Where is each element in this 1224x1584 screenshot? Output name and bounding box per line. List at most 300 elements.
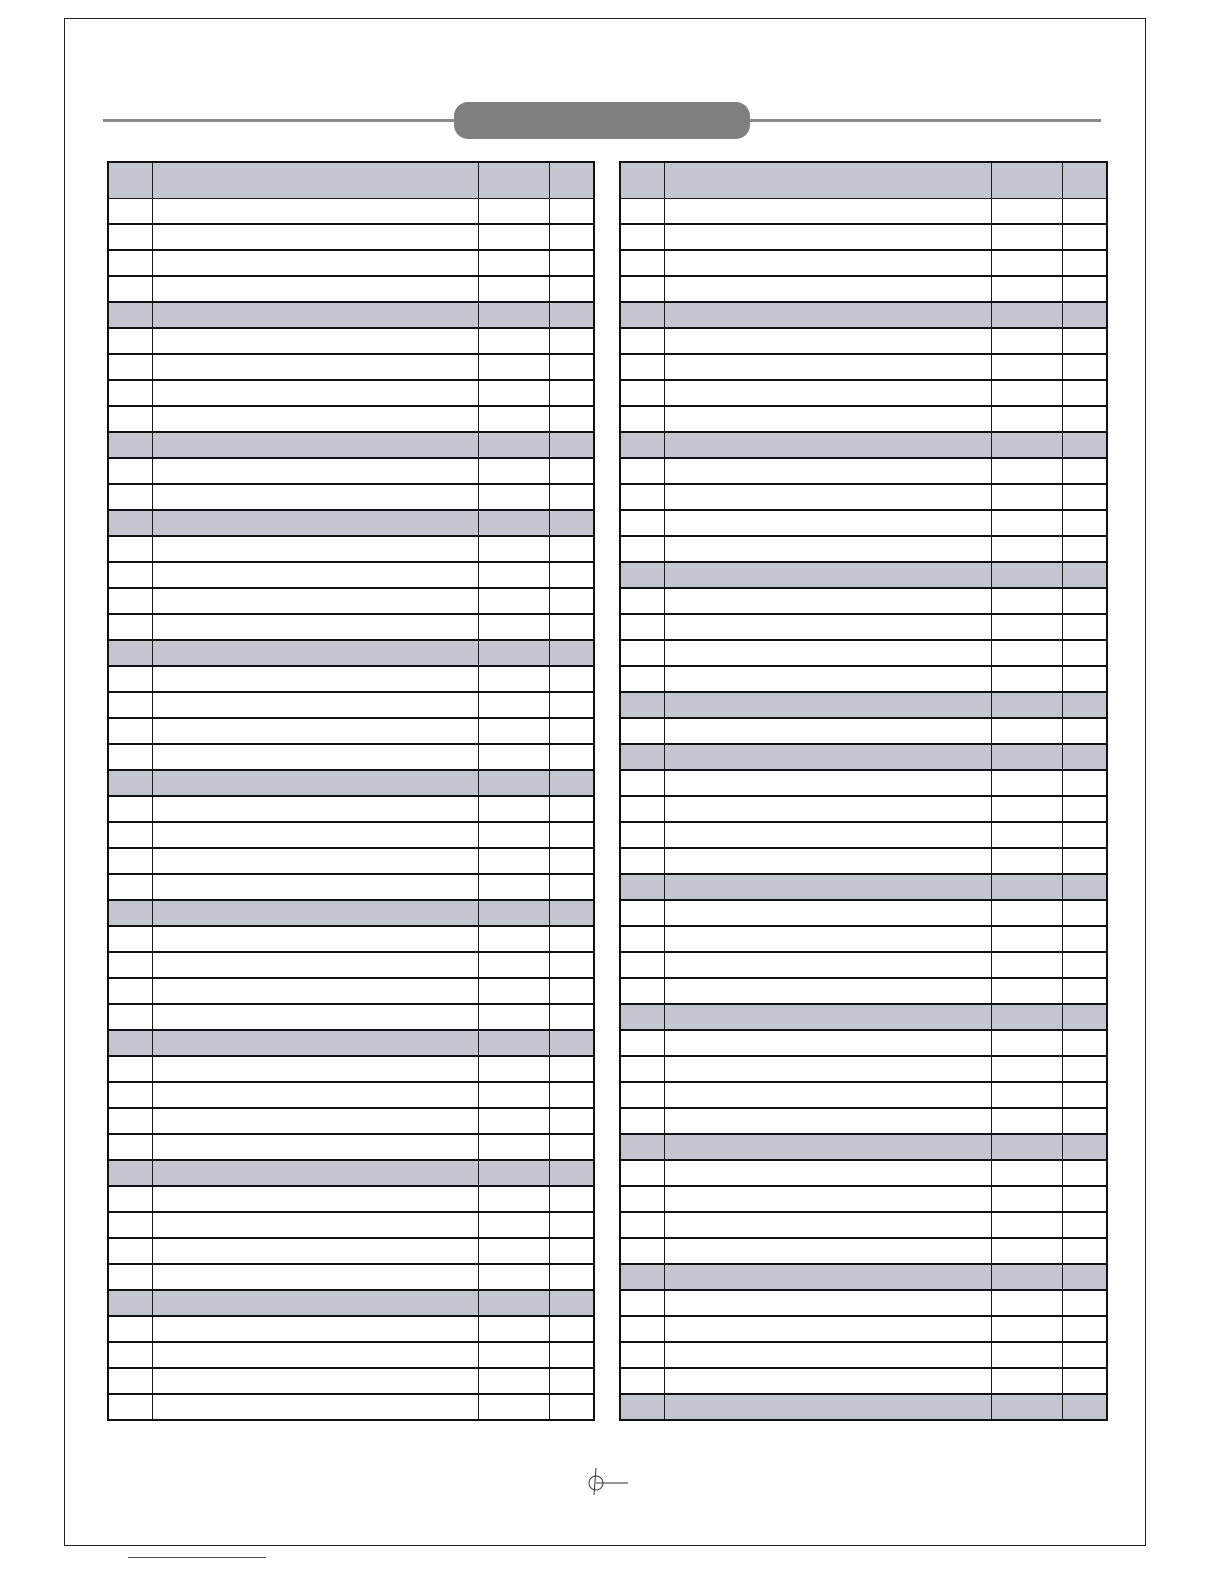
table-cell <box>478 1056 549 1082</box>
table-cell <box>478 1368 549 1394</box>
table-row <box>620 1316 1107 1342</box>
table-cell <box>478 926 549 952</box>
table-row <box>620 1368 1107 1394</box>
table-cell <box>478 978 549 1004</box>
section-header-row <box>108 640 594 666</box>
left-table <box>107 161 595 1421</box>
column-header-cell <box>1062 162 1107 198</box>
table-cell <box>620 1238 664 1264</box>
table-cell <box>549 770 594 796</box>
table-cell <box>991 1082 1062 1108</box>
table-cell <box>152 718 478 744</box>
table-cell <box>152 588 478 614</box>
table-cell <box>664 614 991 640</box>
table-cell <box>664 796 991 822</box>
table-cell <box>1062 952 1107 978</box>
table-cell <box>620 432 664 458</box>
table-cell <box>991 666 1062 692</box>
table-cell <box>620 1316 664 1342</box>
table-cell <box>108 562 152 588</box>
table-cell <box>620 848 664 874</box>
table-cell <box>549 796 594 822</box>
table-cell <box>108 250 152 276</box>
table-cell <box>664 1134 991 1160</box>
table-cell <box>152 952 478 978</box>
table-row <box>108 380 594 406</box>
table-cell <box>620 198 664 224</box>
table-row <box>620 978 1107 1004</box>
table-cell <box>152 276 478 302</box>
table-cell <box>152 432 478 458</box>
table-cell <box>549 1394 594 1420</box>
table-cell <box>1062 1238 1107 1264</box>
table-cell <box>152 1108 478 1134</box>
table-cell <box>152 1160 478 1186</box>
table-cell <box>991 692 1062 718</box>
table-cell <box>620 1160 664 1186</box>
table-cell <box>991 796 1062 822</box>
table-cell <box>108 354 152 380</box>
table-cell <box>108 1134 152 1160</box>
table-cell <box>549 458 594 484</box>
table-row <box>108 406 594 432</box>
table-cell <box>620 1056 664 1082</box>
column-header-cell <box>991 162 1062 198</box>
table-cell <box>478 1238 549 1264</box>
table-cell <box>664 1082 991 1108</box>
table-row <box>108 1186 594 1212</box>
table-row <box>620 354 1107 380</box>
table-cell <box>478 1108 549 1134</box>
table-cell <box>664 1316 991 1342</box>
table-row <box>108 796 594 822</box>
table-cell <box>1062 276 1107 302</box>
table-row <box>108 744 594 770</box>
table-cell <box>664 1342 991 1368</box>
table-cell <box>1062 198 1107 224</box>
table-row <box>620 718 1107 744</box>
section-header-row <box>620 562 1107 588</box>
table-cell <box>152 926 478 952</box>
table-cell <box>152 614 478 640</box>
table-cell <box>991 302 1062 328</box>
table-row <box>108 536 594 562</box>
table-cell <box>664 1212 991 1238</box>
table-cell <box>620 562 664 588</box>
table-cell <box>1062 926 1107 952</box>
table-cell <box>1062 458 1107 484</box>
table-cell <box>620 900 664 926</box>
table-cell <box>664 900 991 926</box>
table-cell <box>108 1342 152 1368</box>
table-cell <box>1062 874 1107 900</box>
page-mark-icon <box>582 1466 630 1496</box>
table-row <box>620 1082 1107 1108</box>
table-cell <box>108 1186 152 1212</box>
table-cell <box>664 1160 991 1186</box>
table-cell <box>991 1160 1062 1186</box>
table-row <box>108 588 594 614</box>
table-cell <box>549 1160 594 1186</box>
table-row <box>108 926 594 952</box>
table-cell <box>478 1004 549 1030</box>
table-cell <box>664 926 991 952</box>
table-cell <box>991 588 1062 614</box>
section-header-row <box>108 302 594 328</box>
section-title-pill <box>454 102 750 139</box>
table-row <box>620 406 1107 432</box>
table-cell <box>478 1160 549 1186</box>
table-cell <box>108 1368 152 1394</box>
table-cell <box>108 588 152 614</box>
table-cell <box>549 1004 594 1030</box>
table-cell <box>108 1160 152 1186</box>
table-cell <box>664 1004 991 1030</box>
table-cell <box>108 328 152 354</box>
table-cell <box>152 354 478 380</box>
table-row <box>620 198 1107 224</box>
table-cell <box>549 484 594 510</box>
section-header-row <box>620 692 1107 718</box>
table-cell <box>549 1316 594 1342</box>
table-cell <box>620 1082 664 1108</box>
table-cell <box>108 900 152 926</box>
table-cell <box>620 1368 664 1394</box>
table-cell <box>664 224 991 250</box>
table-cell <box>664 874 991 900</box>
table-cell <box>549 666 594 692</box>
table-row <box>108 198 594 224</box>
table-cell <box>108 1004 152 1030</box>
section-header-row <box>620 1004 1107 1030</box>
table-cell <box>108 822 152 848</box>
table-row <box>108 952 594 978</box>
table-row <box>620 770 1107 796</box>
table-cell <box>620 1290 664 1316</box>
table-cell <box>549 1030 594 1056</box>
table-cell <box>991 848 1062 874</box>
table-row <box>620 510 1107 536</box>
table-row <box>108 666 594 692</box>
table-cell <box>108 380 152 406</box>
table-cell <box>152 380 478 406</box>
table-row <box>620 848 1107 874</box>
table-cell <box>152 822 478 848</box>
table-cell <box>620 1394 664 1420</box>
table-cell <box>478 1316 549 1342</box>
table-cell <box>152 224 478 250</box>
table-cell <box>991 1368 1062 1394</box>
table-cell <box>108 536 152 562</box>
table-cell <box>991 1238 1062 1264</box>
table-cell <box>152 536 478 562</box>
table-cell <box>1062 822 1107 848</box>
column-header-cell <box>108 162 152 198</box>
table-cell <box>664 432 991 458</box>
table-cell <box>549 692 594 718</box>
table-cell <box>108 510 152 536</box>
table-cell <box>549 1264 594 1290</box>
table-row <box>108 1316 594 1342</box>
table-cell <box>478 510 549 536</box>
table-cell <box>620 978 664 1004</box>
table-cell <box>620 1212 664 1238</box>
table-cell <box>108 926 152 952</box>
right-table <box>619 161 1108 1421</box>
table-cell <box>152 406 478 432</box>
table-cell <box>991 1134 1062 1160</box>
table-cell <box>549 302 594 328</box>
table-row <box>620 1030 1107 1056</box>
table-cell <box>991 926 1062 952</box>
table-cell <box>664 1186 991 1212</box>
table-row <box>620 484 1107 510</box>
table-cell <box>991 354 1062 380</box>
table-cell <box>152 302 478 328</box>
table-cell <box>664 744 991 770</box>
table-cell <box>1062 1108 1107 1134</box>
table-cell <box>549 614 594 640</box>
table-row <box>108 874 594 900</box>
table-cell <box>991 380 1062 406</box>
table-cell <box>152 1082 478 1108</box>
table-cell <box>1062 1056 1107 1082</box>
table-cell <box>108 1316 152 1342</box>
table-cell <box>991 328 1062 354</box>
table-cell <box>620 328 664 354</box>
table-cell <box>664 380 991 406</box>
table-cell <box>991 1030 1062 1056</box>
table-row <box>620 640 1107 666</box>
table-cell <box>1062 1134 1107 1160</box>
table-cell <box>108 666 152 692</box>
table-cell <box>549 536 594 562</box>
table-cell <box>478 692 549 718</box>
section-header-row <box>108 900 594 926</box>
table-cell <box>152 1316 478 1342</box>
table-cell <box>549 198 594 224</box>
table-cell <box>1062 1368 1107 1394</box>
table-cell <box>549 354 594 380</box>
table-cell <box>152 1212 478 1238</box>
column-header-row <box>108 162 594 198</box>
table-row <box>108 276 594 302</box>
table-cell <box>152 1004 478 1030</box>
table-cell <box>108 1056 152 1082</box>
table-cell <box>152 1342 478 1368</box>
table-cell <box>620 926 664 952</box>
section-header-row <box>620 302 1107 328</box>
table-cell <box>664 458 991 484</box>
table-cell <box>991 822 1062 848</box>
table-cell <box>664 302 991 328</box>
table-cell <box>478 666 549 692</box>
table-cell <box>664 822 991 848</box>
table-cell <box>478 484 549 510</box>
table-cell <box>991 952 1062 978</box>
table-cell <box>620 640 664 666</box>
table-cell <box>620 276 664 302</box>
footer-link-underline[interactable] <box>128 1557 266 1558</box>
table-row <box>620 926 1107 952</box>
table-cell <box>620 952 664 978</box>
table-cell <box>549 1082 594 1108</box>
table-cell <box>549 1238 594 1264</box>
section-header-row <box>108 1290 594 1316</box>
table-cell <box>664 588 991 614</box>
table-cell <box>620 588 664 614</box>
table-cell <box>478 718 549 744</box>
table-row <box>108 848 594 874</box>
table-row <box>108 1004 594 1030</box>
table-row <box>108 250 594 276</box>
table-cell <box>478 562 549 588</box>
table-cell <box>1062 302 1107 328</box>
table-cell <box>108 770 152 796</box>
table-cell <box>991 406 1062 432</box>
table-cell <box>108 978 152 1004</box>
table-cell <box>991 900 1062 926</box>
table-cell <box>1062 770 1107 796</box>
table-cell <box>108 1082 152 1108</box>
table-cell <box>991 562 1062 588</box>
table-cell <box>991 198 1062 224</box>
table-cell <box>152 666 478 692</box>
table-row <box>108 458 594 484</box>
table-cell <box>549 510 594 536</box>
table-cell <box>108 1238 152 1264</box>
table-cell <box>620 614 664 640</box>
table-cell <box>1062 380 1107 406</box>
table-cell <box>991 1056 1062 1082</box>
table-row <box>620 1186 1107 1212</box>
table-row <box>108 692 594 718</box>
table-cell <box>664 406 991 432</box>
table-cell <box>549 1290 594 1316</box>
table-cell <box>152 328 478 354</box>
table-cell <box>620 354 664 380</box>
table-cell <box>991 1108 1062 1134</box>
table-cell <box>108 718 152 744</box>
table-cell <box>108 952 152 978</box>
table-cell <box>1062 744 1107 770</box>
table-cell <box>664 562 991 588</box>
table-cell <box>620 380 664 406</box>
column-header-cell <box>478 162 549 198</box>
table-cell <box>478 250 549 276</box>
table-cell <box>664 536 991 562</box>
table-cell <box>1062 1160 1107 1186</box>
table-cell <box>664 1394 991 1420</box>
section-header-row <box>620 874 1107 900</box>
section-header-row <box>620 1264 1107 1290</box>
table-row <box>108 614 594 640</box>
table-cell <box>152 1238 478 1264</box>
table-cell <box>549 744 594 770</box>
table-cell <box>664 484 991 510</box>
table-cell <box>478 458 549 484</box>
table-row <box>620 588 1107 614</box>
table-cell <box>108 640 152 666</box>
table-cell <box>152 1264 478 1290</box>
table-cell <box>991 276 1062 302</box>
table-cell <box>478 1186 549 1212</box>
table-row <box>108 484 594 510</box>
table-cell <box>108 1030 152 1056</box>
column-header-row <box>620 162 1107 198</box>
table-cell <box>549 978 594 1004</box>
table-cell <box>549 1134 594 1160</box>
table-cell <box>664 978 991 1004</box>
table-row <box>108 328 594 354</box>
table-row <box>620 1160 1107 1186</box>
table-cell <box>991 1290 1062 1316</box>
table-cell <box>664 1238 991 1264</box>
table-row <box>620 900 1107 926</box>
table-row <box>620 536 1107 562</box>
table-row <box>108 562 594 588</box>
table-cell <box>152 1186 478 1212</box>
table-row <box>620 1238 1107 1264</box>
table-row <box>620 224 1107 250</box>
table-row <box>620 952 1107 978</box>
table-cell <box>1062 718 1107 744</box>
table-cell <box>991 640 1062 666</box>
left-table-body <box>108 162 594 1420</box>
table-cell <box>1062 562 1107 588</box>
table-cell <box>991 718 1062 744</box>
table-cell <box>1062 692 1107 718</box>
table-cell <box>108 1108 152 1134</box>
table-cell <box>1062 640 1107 666</box>
table-cell <box>152 900 478 926</box>
table-cell <box>152 1134 478 1160</box>
table-cell <box>549 1342 594 1368</box>
table-cell <box>1062 1082 1107 1108</box>
table-cell <box>108 1212 152 1238</box>
table-cell <box>478 796 549 822</box>
table-cell <box>478 1342 549 1368</box>
column-header-cell <box>620 162 664 198</box>
table-cell <box>1062 328 1107 354</box>
column-header-cell <box>664 162 991 198</box>
table-cell <box>549 1056 594 1082</box>
table-cell <box>620 692 664 718</box>
table-cell <box>549 900 594 926</box>
table-cell <box>549 588 594 614</box>
table-row <box>108 822 594 848</box>
table-cell <box>152 874 478 900</box>
table-cell <box>152 1368 478 1394</box>
table-cell <box>620 224 664 250</box>
table-cell <box>620 770 664 796</box>
table-row <box>620 614 1107 640</box>
table-cell <box>108 874 152 900</box>
table-cell <box>549 848 594 874</box>
table-cell <box>620 718 664 744</box>
table-cell <box>549 328 594 354</box>
table-cell <box>991 1212 1062 1238</box>
table-cell <box>664 276 991 302</box>
table-cell <box>549 952 594 978</box>
table-cell <box>549 822 594 848</box>
table-cell <box>478 380 549 406</box>
table-cell <box>991 1342 1062 1368</box>
table-cell <box>1062 978 1107 1004</box>
table-cell <box>152 1394 478 1420</box>
table-cell <box>152 796 478 822</box>
table-cell <box>152 198 478 224</box>
